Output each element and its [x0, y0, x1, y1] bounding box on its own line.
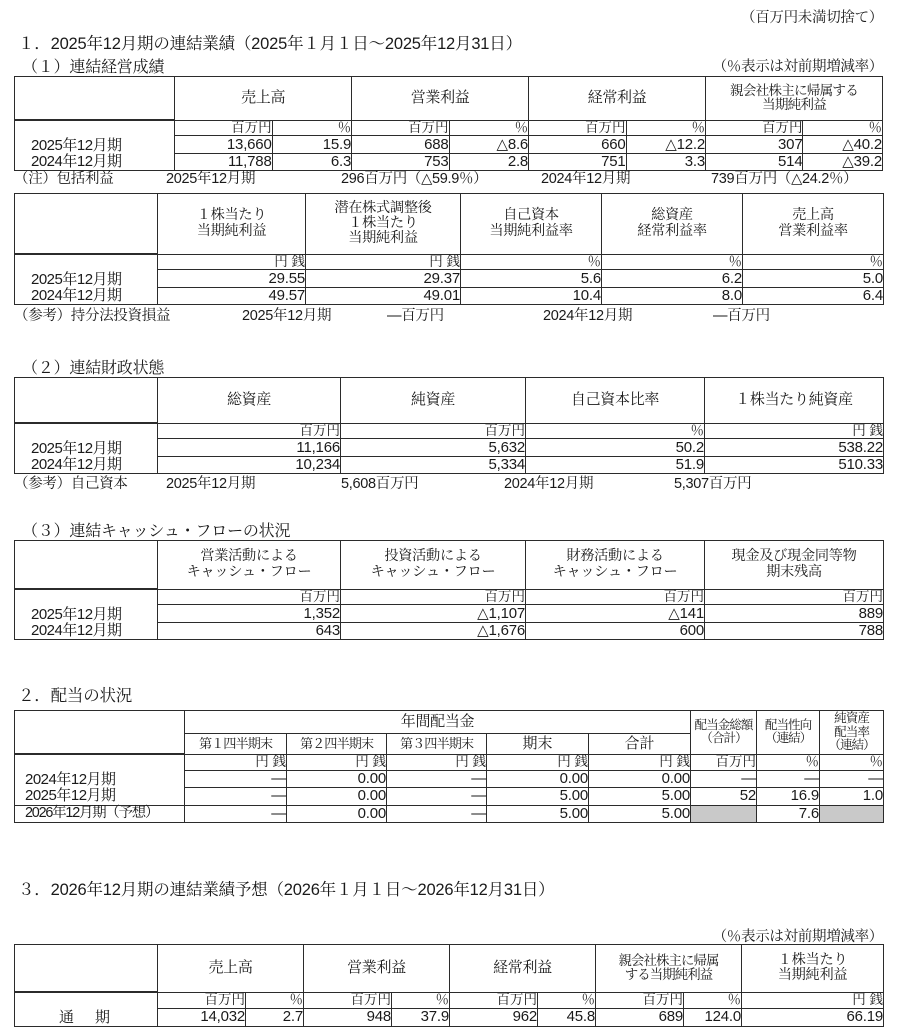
row-label-fy2026-forecast: 2026年12月期（予想）	[15, 805, 185, 822]
header-investing-cf: 投資活動による キャッシュ・フロー	[341, 541, 526, 590]
header-financing-cf: 財務活動による キャッシュ・フロー	[526, 541, 705, 590]
header-profit-attributable: 親会社株主に帰属する 当期純利益	[706, 77, 883, 121]
cell-value: △12.2	[626, 136, 706, 154]
header-operating-cf: 営業活動による キャッシュ・フロー	[158, 541, 341, 590]
note-value1: ―百万円	[387, 308, 444, 324]
unit-cell: ％	[743, 254, 884, 270]
unit-cell: ％	[757, 754, 820, 770]
header-q3-end: 第３四半期末	[387, 733, 487, 754]
header-equity-ratio: 自己資本比率	[526, 378, 705, 424]
unit-cell: 円 銭	[306, 254, 461, 270]
header-roe: 自己資本 当期純利益率	[461, 194, 602, 255]
header-cash-end-balance: 現金及び現金同等物 期末残高	[705, 541, 884, 590]
cell-value: 5.6	[461, 270, 602, 288]
corner-cell	[15, 541, 158, 590]
unit-cell: ％	[626, 120, 706, 136]
unit-cell: 円 銭	[158, 254, 306, 270]
unit-cell: ％	[602, 254, 743, 270]
cell-value: 5.00	[589, 805, 691, 822]
cell-value: 688	[352, 136, 449, 154]
row-label-fy2025: 2025年12月期	[25, 787, 116, 805]
table-header-row	[15, 541, 884, 590]
note-period1: 2025年12月期	[166, 476, 256, 492]
table-header-row	[15, 378, 884, 424]
unit-cell: ％	[526, 423, 705, 439]
unit-cell: 百万円	[526, 589, 705, 605]
cash-flow-table	[14, 540, 884, 640]
header-operating-income: 営業利益	[304, 945, 450, 993]
header-bps: １株当たり純資産	[705, 378, 884, 424]
unit-cell: 百万円	[304, 992, 392, 1008]
note-own-capital	[14, 472, 751, 493]
unit-cell: 円 銭	[589, 754, 691, 770]
unit-cell: ％	[461, 254, 602, 270]
cell-value: 10,234	[158, 456, 341, 474]
unit-cell: 円 銭	[487, 754, 589, 770]
cell-value: 5.0	[743, 270, 884, 288]
header-eps: １株当たり 当期純利益	[742, 945, 884, 993]
header-total-assets: 総資産	[158, 378, 341, 424]
cell-value: 5,334	[341, 456, 526, 474]
note-value2: 5,307百万円	[674, 476, 752, 492]
header-ordinary-income: 経常利益	[529, 77, 706, 121]
cell-value: 510.33	[705, 456, 884, 474]
section1-sub3-title: （３）連結キャッシュ・フローの状況	[22, 523, 291, 540]
cell-value: 948	[304, 1008, 392, 1026]
cell-value: △1,676	[341, 622, 526, 640]
unit-cell: ％	[392, 992, 450, 1008]
table-header-row	[15, 77, 883, 121]
cell-value-shaded	[820, 805, 884, 822]
dividend-table	[14, 710, 884, 823]
cell-value: 1,352	[158, 605, 341, 623]
note-value2: 739百万円（△24.2％）	[711, 171, 858, 187]
note-period1: 2025年12月期	[166, 171, 256, 187]
cell-value: △8.6	[449, 136, 529, 154]
unit-cell: ％	[684, 992, 742, 1008]
cell-value: 45.8	[538, 1008, 596, 1026]
note-period2: 2024年12月期	[504, 476, 594, 492]
cell-value: 29.55	[158, 270, 306, 288]
table-row-forecast	[15, 805, 884, 822]
corner-cell	[15, 378, 158, 424]
cell-value: 13,660	[175, 136, 272, 154]
period-label-column	[15, 254, 158, 305]
unit-cell: 百万円	[529, 120, 626, 136]
cell-value: ―	[387, 805, 487, 822]
note-comprehensive-income	[14, 167, 857, 188]
corner-cell	[15, 194, 158, 255]
cell-value: ―	[757, 770, 820, 788]
cell-value: 10.4	[461, 287, 602, 305]
cell-value: 0.00	[287, 788, 387, 806]
cell-value: △40.2	[803, 136, 883, 154]
cell-value: 49.01	[306, 287, 461, 305]
cell-value: 788	[705, 622, 884, 640]
cell-value: 7.6	[757, 805, 820, 822]
row-label-fy2024: 2024年12月期	[31, 622, 122, 640]
header-net-sales: 売上高	[175, 77, 352, 121]
unit-cell: 百万円	[158, 589, 341, 605]
period-label-column	[15, 589, 158, 640]
row-label-fy2025: 2025年12月期	[31, 137, 122, 154]
cell-value: 514	[706, 153, 803, 171]
unit-row	[15, 589, 884, 605]
cell-value: △1,107	[341, 605, 526, 623]
unit-cell: ％	[246, 992, 304, 1008]
header-roa: 総資産 経常利益率	[602, 194, 743, 255]
cell-value: 753	[352, 153, 449, 171]
cell-value: 37.9	[392, 1008, 450, 1026]
header-eps: １株当たり 当期純利益	[158, 194, 306, 255]
section1-sub2-title: （２）連結財政状態	[22, 360, 165, 377]
period-label-column	[15, 120, 175, 171]
cell-value: 643	[158, 622, 341, 640]
unit-row	[15, 754, 884, 770]
table-header-row-group	[15, 711, 884, 734]
cell-value: 15.9	[272, 136, 352, 154]
header-net-assets: 純資産	[341, 378, 526, 424]
unit-cell: 円 銭	[185, 754, 287, 770]
cell-value: ―	[387, 788, 487, 806]
section1-sub1-title: （１）連結経営成績	[22, 59, 165, 76]
row-label-fy2024: 2024年12月期	[31, 153, 122, 171]
cell-value: 124.0	[684, 1008, 742, 1026]
cell-value: 2.8	[449, 153, 529, 171]
unit-cell: 円 銭	[742, 992, 884, 1008]
cell-value: ―	[387, 770, 487, 788]
cell-value: ―	[820, 770, 884, 788]
note-prefix: （参考）持分法投資損益	[14, 308, 171, 324]
corner-cell	[15, 711, 185, 755]
cell-value: 0.00	[589, 770, 691, 788]
header-payout-ratio: 配当性向 （連結）	[757, 711, 820, 755]
unit-cell: 百万円	[158, 992, 246, 1008]
cell-value: 600	[526, 622, 705, 640]
note-equity-method-investment	[14, 304, 770, 325]
cell-value: 50.2	[526, 439, 705, 457]
section3-title: ３．2026年12月期の連結業績予想（2026年１月１日～2026年12月31日）	[18, 881, 555, 899]
unit-cell: 百万円	[341, 589, 526, 605]
header-annual-dividend: 年間配当金	[185, 711, 691, 734]
cell-value: 6.2	[602, 270, 743, 288]
section2-title: ２．配当の状況	[18, 687, 133, 705]
header-net-sales: 売上高	[158, 945, 304, 993]
note-prefix: （注）包括利益	[14, 171, 114, 187]
unit-cell: 円 銭	[387, 754, 487, 770]
cell-value: 11,166	[158, 439, 341, 457]
unit-row	[15, 423, 884, 439]
header-operating-margin: 売上高 営業利益率	[743, 194, 884, 255]
financial-position-table	[14, 377, 884, 474]
row-label-fy2025: 2025年12月期	[31, 271, 122, 288]
unit-cell: 百万円	[175, 120, 272, 136]
cell-value: 6.4	[743, 287, 884, 305]
cell-value: 889	[705, 605, 884, 623]
note-prefix: （参考）自己資本	[14, 476, 128, 492]
unit-row	[15, 992, 884, 1008]
unit-cell: ％	[803, 120, 883, 136]
section1-pct-note: （％表示は対前期増減率）	[712, 59, 883, 75]
period-label-column	[15, 992, 158, 1027]
table-header-row	[15, 945, 884, 993]
cell-value: △39.2	[803, 153, 883, 171]
forecast-table	[14, 944, 884, 1027]
cell-value: 66.19	[742, 1008, 884, 1026]
corner-cell	[15, 77, 175, 121]
header-year-end: 期末	[487, 733, 589, 754]
cell-value: 5.00	[589, 788, 691, 806]
cell-value: 2.7	[246, 1008, 304, 1026]
corner-cell	[15, 945, 158, 993]
row-label-full-year: 通 期	[58, 1009, 113, 1026]
consolidated-results-table	[14, 76, 883, 171]
unit-cell: 百万円	[352, 120, 449, 136]
header-operating-income: 営業利益	[352, 77, 529, 121]
unit-cell: 百万円	[691, 754, 757, 770]
table-header-row	[15, 194, 884, 255]
cell-value: 962	[450, 1008, 538, 1026]
cell-value: 8.0	[602, 287, 743, 305]
unit-cell: 百万円	[341, 423, 526, 439]
cell-value: ―	[185, 788, 287, 806]
cell-value-shaded	[691, 805, 757, 822]
period-label-column	[15, 423, 158, 474]
note-value1: 296百万円（△59.9％）	[341, 171, 488, 187]
cell-value: 29.37	[306, 270, 461, 288]
cell-value: ―	[691, 770, 757, 788]
row-label-fy2025: 2025年12月期	[31, 440, 122, 457]
unit-cell: 百万円	[706, 120, 803, 136]
cell-value: 660	[529, 136, 626, 154]
per-share-ratios-table	[14, 193, 884, 305]
unit-cell: 百万円	[450, 992, 538, 1008]
section1-title: １．2025年12月期の連結業績（2025年１月１日～2025年12月31日）	[18, 35, 522, 53]
unit-cell: ％	[538, 992, 596, 1008]
unit-cell: 百万円	[596, 992, 684, 1008]
cell-value: 14,032	[158, 1008, 246, 1026]
note-period1: 2025年12月期	[242, 308, 332, 324]
unit-row	[15, 254, 884, 270]
cell-value: 0.00	[287, 805, 387, 822]
cell-value: 0.00	[287, 770, 387, 788]
row-label-fy2024: 2024年12月期	[31, 456, 122, 474]
cell-value: 52	[691, 788, 757, 806]
unit-cell: 百万円	[705, 589, 884, 605]
header-q1-end: 第１四半期末	[185, 733, 287, 754]
rounding-note: （百万円未満切捨て）	[741, 10, 883, 26]
note-value2: ―百万円	[713, 308, 770, 324]
unit-cell: ％	[449, 120, 529, 136]
cell-value: 49.57	[158, 287, 306, 305]
note-value1: 5,608百万円	[341, 476, 419, 492]
cell-value: 751	[529, 153, 626, 171]
unit-row	[15, 120, 883, 136]
header-total: 合計	[589, 733, 691, 754]
header-dividend-on-equity: 純資産 配当率 （連結）	[820, 711, 884, 755]
cell-value: 1.0	[820, 788, 884, 806]
row-label-fy2025: 2025年12月期	[31, 606, 122, 623]
header-ordinary-income: 経常利益	[450, 945, 596, 993]
cell-value: 16.9	[757, 788, 820, 806]
cell-value: 6.3	[272, 153, 352, 171]
note-period2: 2024年12月期	[543, 308, 633, 324]
cell-value: △141	[526, 605, 705, 623]
cell-value: 5,632	[341, 439, 526, 457]
cell-value: ―	[185, 770, 287, 788]
cell-value: 5.00	[487, 805, 589, 822]
unit-cell: 円 銭	[705, 423, 884, 439]
cell-value: 538.22	[705, 439, 884, 457]
unit-cell: 百万円	[158, 423, 341, 439]
unit-cell: ％	[820, 754, 884, 770]
note-period2: 2024年12月期	[541, 171, 631, 187]
period-label-column	[15, 754, 185, 805]
cell-value: ―	[185, 805, 287, 822]
header-total-dividend: 配当金総額 （合計）	[691, 711, 757, 755]
row-label-fy2024: 2024年12月期	[31, 287, 122, 305]
header-q2-end: 第２四半期末	[287, 733, 387, 754]
section3-pct-note: （％表示は対前期増減率）	[712, 929, 883, 945]
cell-value: 689	[596, 1008, 684, 1026]
row-label-fy2024: 2024年12月期	[25, 771, 116, 789]
cell-value: 3.3	[626, 153, 706, 171]
header-profit-attributable: 親会社株主に帰属 する当期純利益	[596, 945, 742, 993]
header-diluted-eps: 潜在株式調整後 １株当たり 当期純利益	[306, 194, 461, 255]
cell-value: 0.00	[487, 770, 589, 788]
unit-cell: 円 銭	[287, 754, 387, 770]
cell-value: 307	[706, 136, 803, 154]
cell-value: 5.00	[487, 788, 589, 806]
cell-value: 51.9	[526, 456, 705, 474]
unit-cell: ％	[272, 120, 352, 136]
cell-value: 11,788	[175, 153, 272, 171]
